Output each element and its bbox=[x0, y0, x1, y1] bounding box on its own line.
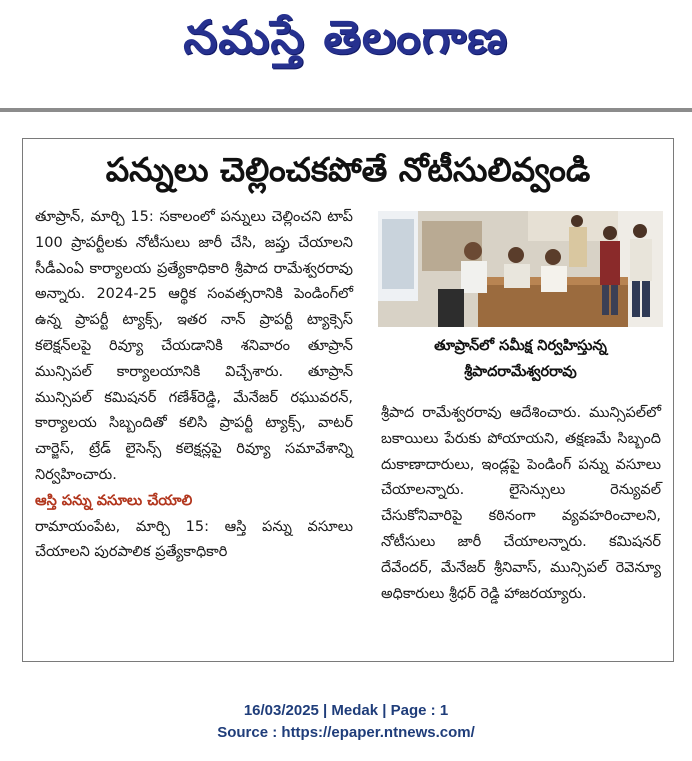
article-paragraph: శ్రీపాద రామేశ్వరరావు ఆదేశించారు. మున్సిపల్‌లో బకాయిలు పేరుకు పోయాయని, తక్షణమే సిబ్బంది దుకాణాదారులు, ఇండ్లపై పెండింగ్ పన్ను వసూలు చేయాలన్నారు. లైసెన్సులు రెన్యువల్ చేసుకోనివారిపై కఠినంగా వ్యవహరించాలని, నోటీసులు జారీ చేయాలన్నారు. కమిషనర్ దేవేందర్, మేనేజర్ శ్రీనివాస్, మున్సిపల్ రెవెన్యూ అధికారులు శ్రీధర్ రెడ్డి హాజరయ్యారు. bbox=[381, 405, 661, 602]
meeting-photo-illustration bbox=[378, 211, 663, 327]
photo-caption-line: తూప్రాన్‌లో సమీక్ష నిర్వహిస్తున్న bbox=[434, 338, 607, 354]
article-headline: పన్నులు చెల్లించకపోతే నోటీసులివ్వండి bbox=[105, 150, 591, 189]
footer-source: Source : https://epaper.ntnews.com/ bbox=[217, 724, 475, 741]
article-paragraph: తూప్రాన్, మార్చి 15: సకాలంలో పన్నులు చెల్లించని టాప్ 100 ప్రాపర్టీలకు నోటీసులు జారీ చేసి, జప్తు చేయాలని సీడీఎంఏ కార్యాలయ ప్రత్యేకాధికారి శ్రీపాద రామేశ్వరరావు అన్నారు. 2024-25 ఆర్థిక సంవత్సరానికి పెండింగ్‌లో ఉన్న ప్రాపర్టీ ట్యాక్స్, ఇతర నాన్ ప్రాపర్టీ ట్యాక్సెస్ కలెక్షన్‌లపై రివ్యూ చేయడానికి శనివారం తూప్రాన్ మున్సిపల్ కార్యాలయానికి విచ్చేశారు. తూప్రాన్ మున్సిపల్ కమిషనర్ గణేశ్‌రెడ్డి, మేనేజర్ రఘువరన్, కార్యాలయ సిబ్బందితో కలిసి ప్రాపర్టీ ట్యాక్స్, వాటర్ చార్జెస్, ట్రేడ్ లైసెన్స్ కలెక్షన్లపై రివ్యూ సమావేశాన్ని నిర్వహించారు. bbox=[35, 209, 353, 483]
photo-caption-line: శ్రీపాదరామేశ్వరరావు bbox=[464, 364, 577, 380]
newspaper-masthead bbox=[0, 0, 692, 78]
newspaper-logo: నమస్తే తెలంగాణ bbox=[183, 10, 509, 64]
article-subheading: ఆస్తి పన్ను వసూలు చేయాలి bbox=[35, 492, 193, 509]
footer-date-edition: 16/03/2025 | Medak | Page : 1 bbox=[243, 702, 449, 719]
masthead-divider bbox=[0, 108, 692, 112]
article-sub-paragraph: రామాయంపేట, మార్చి 15: ఆస్తి పన్ను వసూలు చేయాలని పురపాలిక ప్రత్యేకాధికారి bbox=[35, 518, 353, 561]
photo-caption bbox=[378, 333, 663, 385]
article-left-column bbox=[35, 205, 353, 566]
article-photo bbox=[378, 211, 663, 327]
page-footer bbox=[0, 700, 692, 744]
article-right-column bbox=[381, 401, 661, 607]
news-article bbox=[22, 138, 674, 662]
